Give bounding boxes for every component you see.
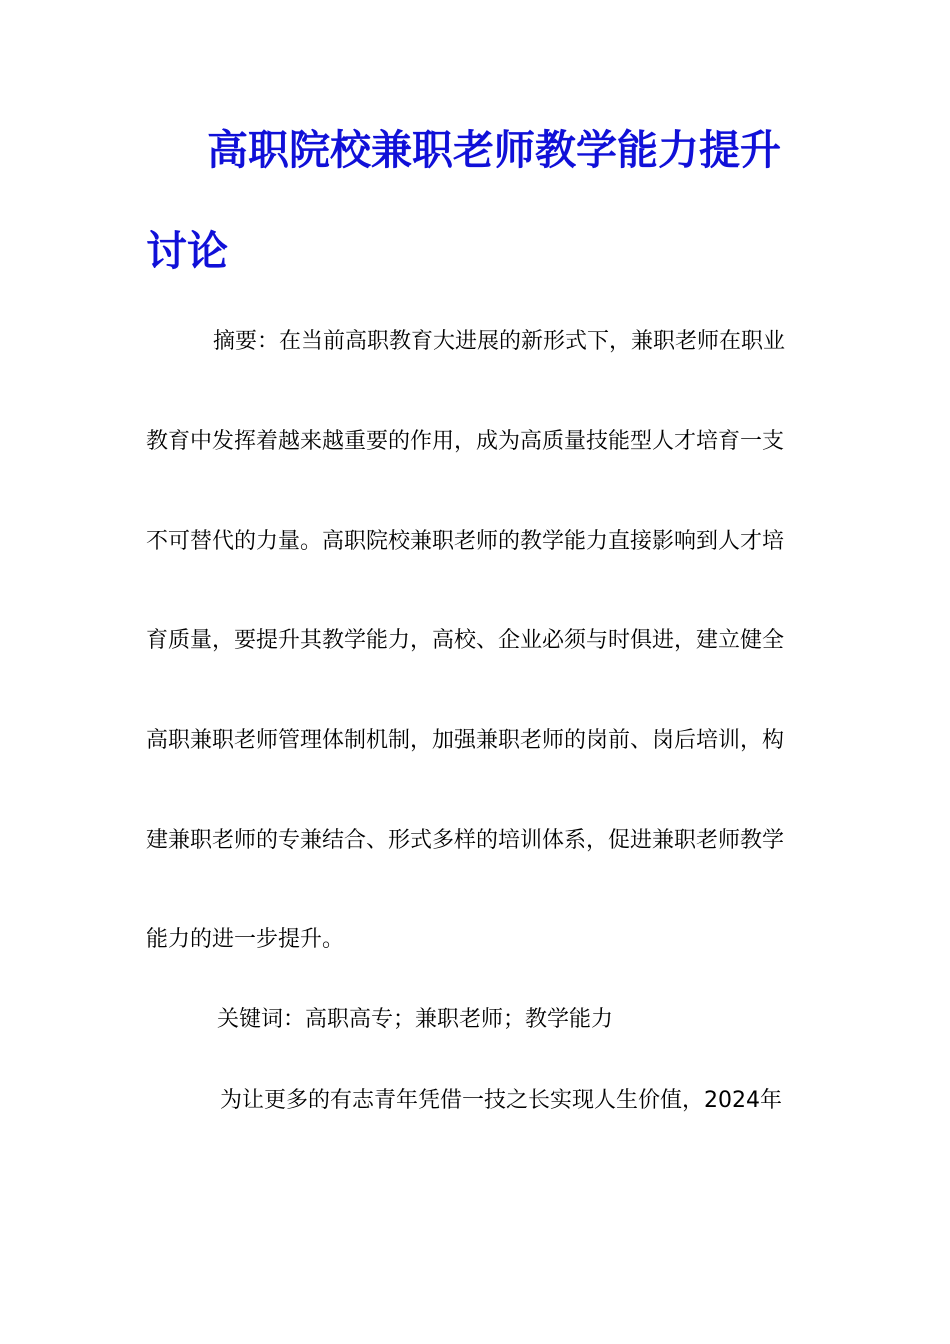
document-title-line-1: 高职院校兼职老师教学能力提升	[207, 126, 781, 174]
abstract-line: 育质量，要提升其教学能力，高校、企业必须与时俱进，建立健全	[146, 628, 785, 653]
document-title-line-2: 讨论	[146, 227, 228, 275]
abstract-line: 能力的进一步提升。	[146, 927, 345, 952]
body-paragraph-line: 为让更多的有志青年凭借一技之长实现人生价值，2024年	[220, 1088, 782, 1113]
abstract-line: 教育中发挥着越来越重要的作用，成为高质量技能型人才培育一支	[146, 429, 785, 454]
abstract-line: 不可替代的力量。高职院校兼职老师的教学能力直接影响到人才培	[146, 529, 785, 554]
keywords-line: 关键词：高职高专；兼职老师；教学能力	[217, 1007, 614, 1032]
abstract-line: 建兼职老师的专兼结合、形式多样的培训体系，促进兼职老师教学	[146, 828, 785, 853]
abstract-line: 高职兼职老师管理体制机制，加强兼职老师的岗前、岗后培训，构	[146, 728, 785, 753]
abstract-line: 摘要：在当前高职教育大进展的新形式下，兼职老师在职业	[213, 329, 786, 354]
